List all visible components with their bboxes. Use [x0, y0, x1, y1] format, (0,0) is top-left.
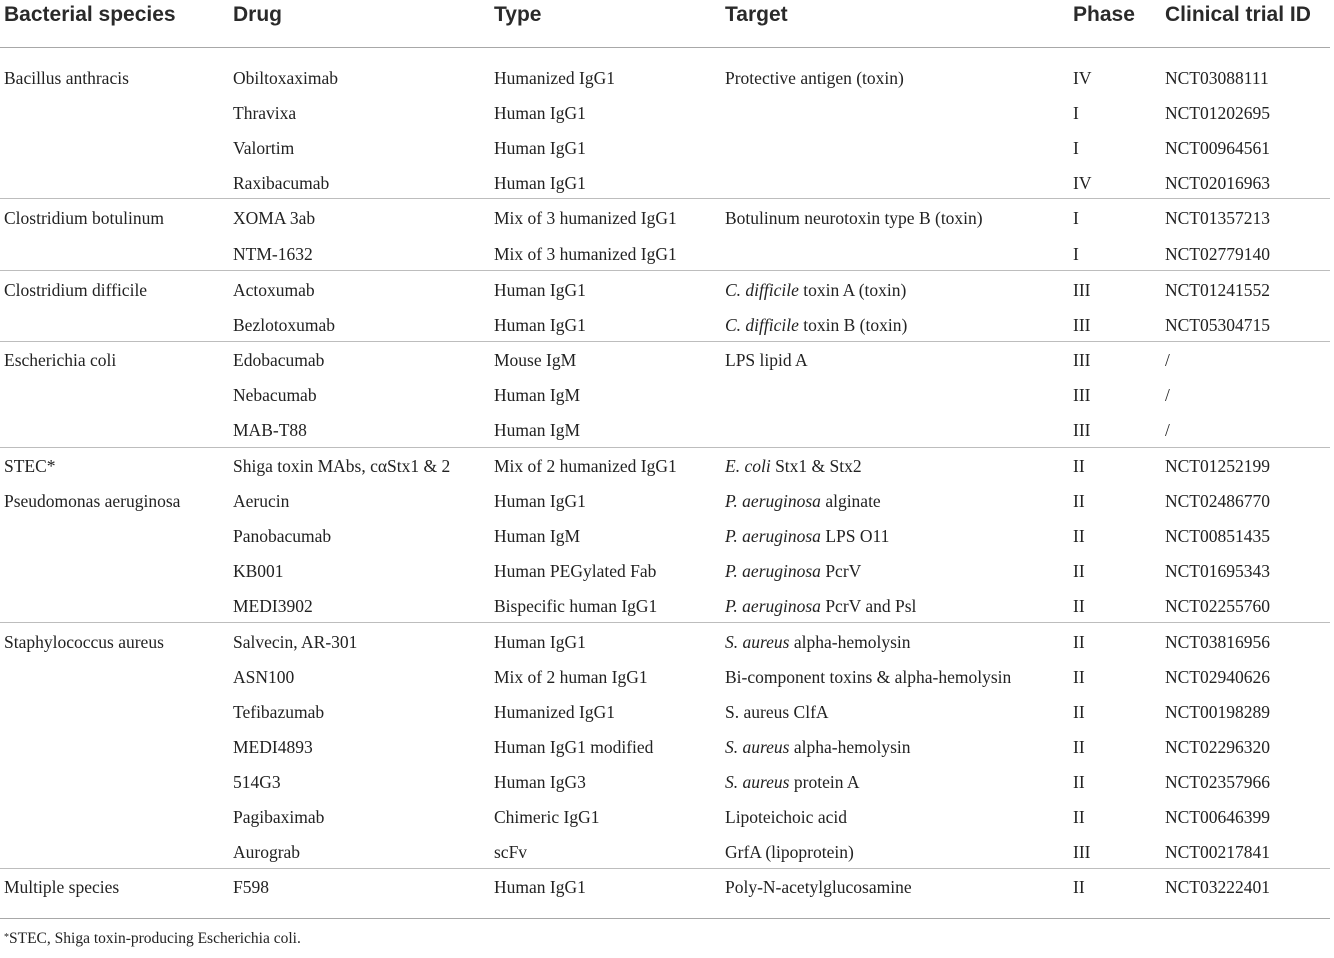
target-text: PcrV — [820, 561, 862, 581]
cell-target — [725, 314, 907, 336]
cell-trial-id: NCT00964561 — [1165, 138, 1270, 158]
cell-trial-id: NCT00646399 — [1165, 807, 1270, 827]
cell-type: Human IgM — [494, 420, 581, 440]
cell-species: Clostridium botulinum — [4, 208, 164, 228]
cell-phase: I — [1073, 103, 1079, 123]
cell-drug: Panobacumab — [233, 526, 332, 546]
cell-target — [725, 560, 861, 582]
table-rule — [0, 270, 1330, 271]
target-text: Stx1 & Stx2 — [770, 456, 862, 476]
cell-type: Human IgG1 modified — [494, 737, 654, 757]
cell-trial-id: NCT01241552 — [1165, 280, 1270, 300]
cell-phase: II — [1073, 702, 1085, 722]
cell-phase: II — [1073, 667, 1085, 687]
cell-type: Chimeric IgG1 — [494, 807, 600, 827]
cell-type: Human IgM — [494, 526, 581, 546]
cell-drug: MAB-T88 — [233, 420, 307, 440]
cell-trial-id: NCT02486770 — [1165, 491, 1270, 511]
cell-target — [725, 67, 904, 89]
table-rule — [0, 47, 1330, 48]
cell-phase: I — [1073, 138, 1079, 158]
cell-type: Human IgG1 — [494, 632, 586, 652]
cell-trial-id: NCT05304715 — [1165, 315, 1270, 335]
cell-target — [725, 490, 881, 512]
cell-target — [725, 841, 854, 863]
cell-trial-id: / — [1165, 420, 1170, 440]
cell-type: Humanized IgG1 — [494, 68, 616, 88]
cell-drug: Salvecin, AR-301 — [233, 632, 358, 652]
cell-target — [725, 736, 911, 758]
target-text: toxin A (toxin) — [798, 280, 907, 300]
cell-drug: Valortim — [233, 138, 295, 158]
cell-phase: III — [1073, 842, 1091, 862]
cell-drug: Aurograb — [233, 842, 301, 862]
target-text: Lipoteichoic acid — [725, 807, 847, 827]
cell-phase: II — [1073, 491, 1085, 511]
cell-type: Humanized IgG1 — [494, 702, 616, 722]
table-rule — [0, 447, 1330, 448]
cell-phase: III — [1073, 350, 1091, 370]
cell-phase: II — [1073, 456, 1085, 476]
cell-species: STEC* — [4, 456, 56, 476]
cell-phase: II — [1073, 807, 1085, 827]
header-type: Type — [494, 3, 542, 26]
cell-target — [725, 876, 912, 898]
cell-species: Bacillus anthracis — [4, 68, 129, 88]
cell-type: Human IgG3 — [494, 772, 586, 792]
cell-target — [725, 207, 983, 229]
target-organism: P. aeruginosa — [725, 596, 821, 616]
cell-type: Bispecific human IgG1 — [494, 596, 658, 616]
cell-trial-id: NCT01252199 — [1165, 456, 1270, 476]
cell-type: Human PEGylated Fab — [494, 561, 657, 581]
target-text: alpha-hemolysin — [789, 737, 911, 757]
cell-species: Clostridium difficile — [4, 280, 148, 300]
cell-phase: II — [1073, 737, 1085, 757]
target-organism: E. coli — [725, 456, 771, 476]
cell-trial-id: NCT02296320 — [1165, 737, 1270, 757]
table-rule — [0, 198, 1330, 199]
target-text: protein A — [789, 772, 860, 792]
footnote — [4, 928, 301, 950]
cell-target — [725, 595, 916, 617]
cell-trial-id: NCT01695343 — [1165, 561, 1270, 581]
cell-type: Human IgG1 — [494, 491, 586, 511]
header-drug: Drug — [233, 3, 282, 26]
cell-type: scFv — [494, 842, 528, 862]
cell-type: Mix of 3 humanized IgG1 — [494, 244, 677, 264]
target-text: LPS lipid A — [725, 350, 808, 370]
cell-phase: III — [1073, 280, 1091, 300]
target-text: GrfA (lipoprotein) — [725, 842, 854, 862]
cell-drug: MEDI3902 — [233, 596, 313, 616]
header-clinical-trial-id: Clinical trial ID — [1165, 3, 1311, 26]
cell-target — [725, 349, 808, 371]
target-text: Poly-N-acetylglucosamine — [725, 877, 912, 897]
cell-trial-id: NCT02016963 — [1165, 173, 1270, 193]
cell-type: Mix of 2 humanized IgG1 — [494, 456, 677, 476]
target-organism: P. aeruginosa — [725, 526, 821, 546]
cell-phase: I — [1073, 244, 1079, 264]
cell-drug: KB001 — [233, 561, 284, 581]
target-text: PcrV and Psl — [820, 596, 917, 616]
cell-trial-id: NCT02255760 — [1165, 596, 1270, 616]
cell-trial-id: / — [1165, 385, 1170, 405]
target-organism: P. aeruginosa — [725, 561, 821, 581]
cell-phase: III — [1073, 385, 1091, 405]
cell-target — [725, 701, 829, 723]
header-target: Target — [725, 3, 788, 26]
table-rule — [0, 868, 1330, 869]
cell-type: Mouse IgM — [494, 350, 577, 370]
cell-phase: III — [1073, 420, 1091, 440]
cell-drug: Aerucin — [233, 491, 290, 511]
cell-trial-id: NCT02940626 — [1165, 667, 1270, 687]
cell-trial-id: NCT03088111 — [1165, 68, 1269, 88]
target-text: toxin B (toxin) — [798, 315, 908, 335]
cell-trial-id: NCT00198289 — [1165, 702, 1270, 722]
cell-phase: III — [1073, 315, 1091, 335]
target-text: S. aureus ClfA — [725, 702, 829, 722]
cell-drug: Thravixa — [233, 103, 297, 123]
cell-drug: MEDI4893 — [233, 737, 313, 757]
cell-drug: Shiga toxin MAbs, cαStx1 & 2 — [233, 456, 451, 476]
table-rule — [0, 918, 1330, 919]
cell-drug: 514G3 — [233, 772, 281, 792]
cell-target — [725, 525, 889, 547]
cell-drug: XOMA 3ab — [233, 208, 316, 228]
target-text: alpha-hemolysin — [789, 632, 911, 652]
cell-target — [725, 455, 862, 477]
cell-phase: IV — [1073, 68, 1092, 88]
cell-trial-id: NCT00217841 — [1165, 842, 1270, 862]
target-text: LPS O11 — [820, 526, 890, 546]
cell-type: Human IgG1 — [494, 315, 586, 335]
cell-target — [725, 666, 1011, 688]
cell-phase: II — [1073, 561, 1085, 581]
cell-phase: II — [1073, 772, 1085, 792]
cell-type: Human IgG1 — [494, 138, 586, 158]
footnote-text: STEC, Shiga toxin-producing Escherichia coli. — [9, 930, 301, 947]
target-text: Protective antigen (toxin) — [725, 68, 904, 88]
cell-trial-id: NCT00851435 — [1165, 526, 1270, 546]
cell-trial-id: NCT03816956 — [1165, 632, 1270, 652]
cell-trial-id: NCT02779140 — [1165, 244, 1270, 264]
cell-drug: Obiltoxaximab — [233, 68, 338, 88]
cell-drug: Actoxumab — [233, 280, 315, 300]
cell-trial-id: NCT01202695 — [1165, 103, 1270, 123]
cell-type: Mix of 3 humanized IgG1 — [494, 208, 677, 228]
cell-type: Human IgG1 — [494, 877, 586, 897]
cell-target — [725, 631, 911, 653]
cell-phase: II — [1073, 526, 1085, 546]
cell-drug: NTM-1632 — [233, 244, 313, 264]
header-bacterial-species: Bacterial species — [4, 3, 176, 26]
cell-target — [725, 279, 906, 301]
cell-drug: Bezlotoxumab — [233, 315, 336, 335]
target-organism: C. difficile — [725, 315, 799, 335]
cell-drug: Raxibacumab — [233, 173, 330, 193]
cell-target — [725, 806, 847, 828]
cell-drug: Nebacumab — [233, 385, 317, 405]
cell-target — [725, 771, 860, 793]
cell-species: Escherichia coli — [4, 350, 117, 370]
table-rule — [0, 622, 1330, 623]
target-organism: P. aeruginosa — [725, 491, 821, 511]
target-text: Botulinum neurotoxin type B (toxin) — [725, 208, 983, 228]
cell-type: Human IgG1 — [494, 280, 586, 300]
header-phase: Phase — [1073, 3, 1135, 26]
cell-phase: I — [1073, 208, 1079, 228]
footnote-mark: * — [4, 932, 9, 943]
cell-phase: IV — [1073, 173, 1092, 193]
cell-drug: Pagibaximab — [233, 807, 325, 827]
cell-species: Pseudomonas aeruginosa — [4, 491, 181, 511]
cell-trial-id: NCT01357213 — [1165, 208, 1270, 228]
cell-drug: F598 — [233, 877, 269, 897]
target-organism: S. aureus — [725, 772, 790, 792]
cell-trial-id: NCT02357966 — [1165, 772, 1270, 792]
target-organism: C. difficile — [725, 280, 799, 300]
cell-trial-id: NCT03222401 — [1165, 877, 1270, 897]
target-organism: S. aureus — [725, 737, 790, 757]
cell-phase: II — [1073, 632, 1085, 652]
cell-drug: ASN100 — [233, 667, 295, 687]
table-rule — [0, 341, 1330, 342]
cell-type: Human IgG1 — [494, 173, 586, 193]
cell-drug: Tefibazumab — [233, 702, 325, 722]
cell-trial-id: / — [1165, 350, 1170, 370]
cell-type: Mix of 2 human IgG1 — [494, 667, 648, 687]
cell-type: Human IgG1 — [494, 103, 586, 123]
target-text: Bi-component toxins & alpha-hemolysin — [725, 667, 1012, 687]
cell-phase: II — [1073, 877, 1085, 897]
cell-species: Multiple species — [4, 877, 120, 897]
cell-phase: II — [1073, 596, 1085, 616]
target-organism: S. aureus — [725, 632, 790, 652]
target-text: alginate — [820, 491, 881, 511]
cell-species: Staphylococcus aureus — [4, 632, 164, 652]
cell-type: Human IgM — [494, 385, 581, 405]
cell-drug: Edobacumab — [233, 350, 325, 370]
